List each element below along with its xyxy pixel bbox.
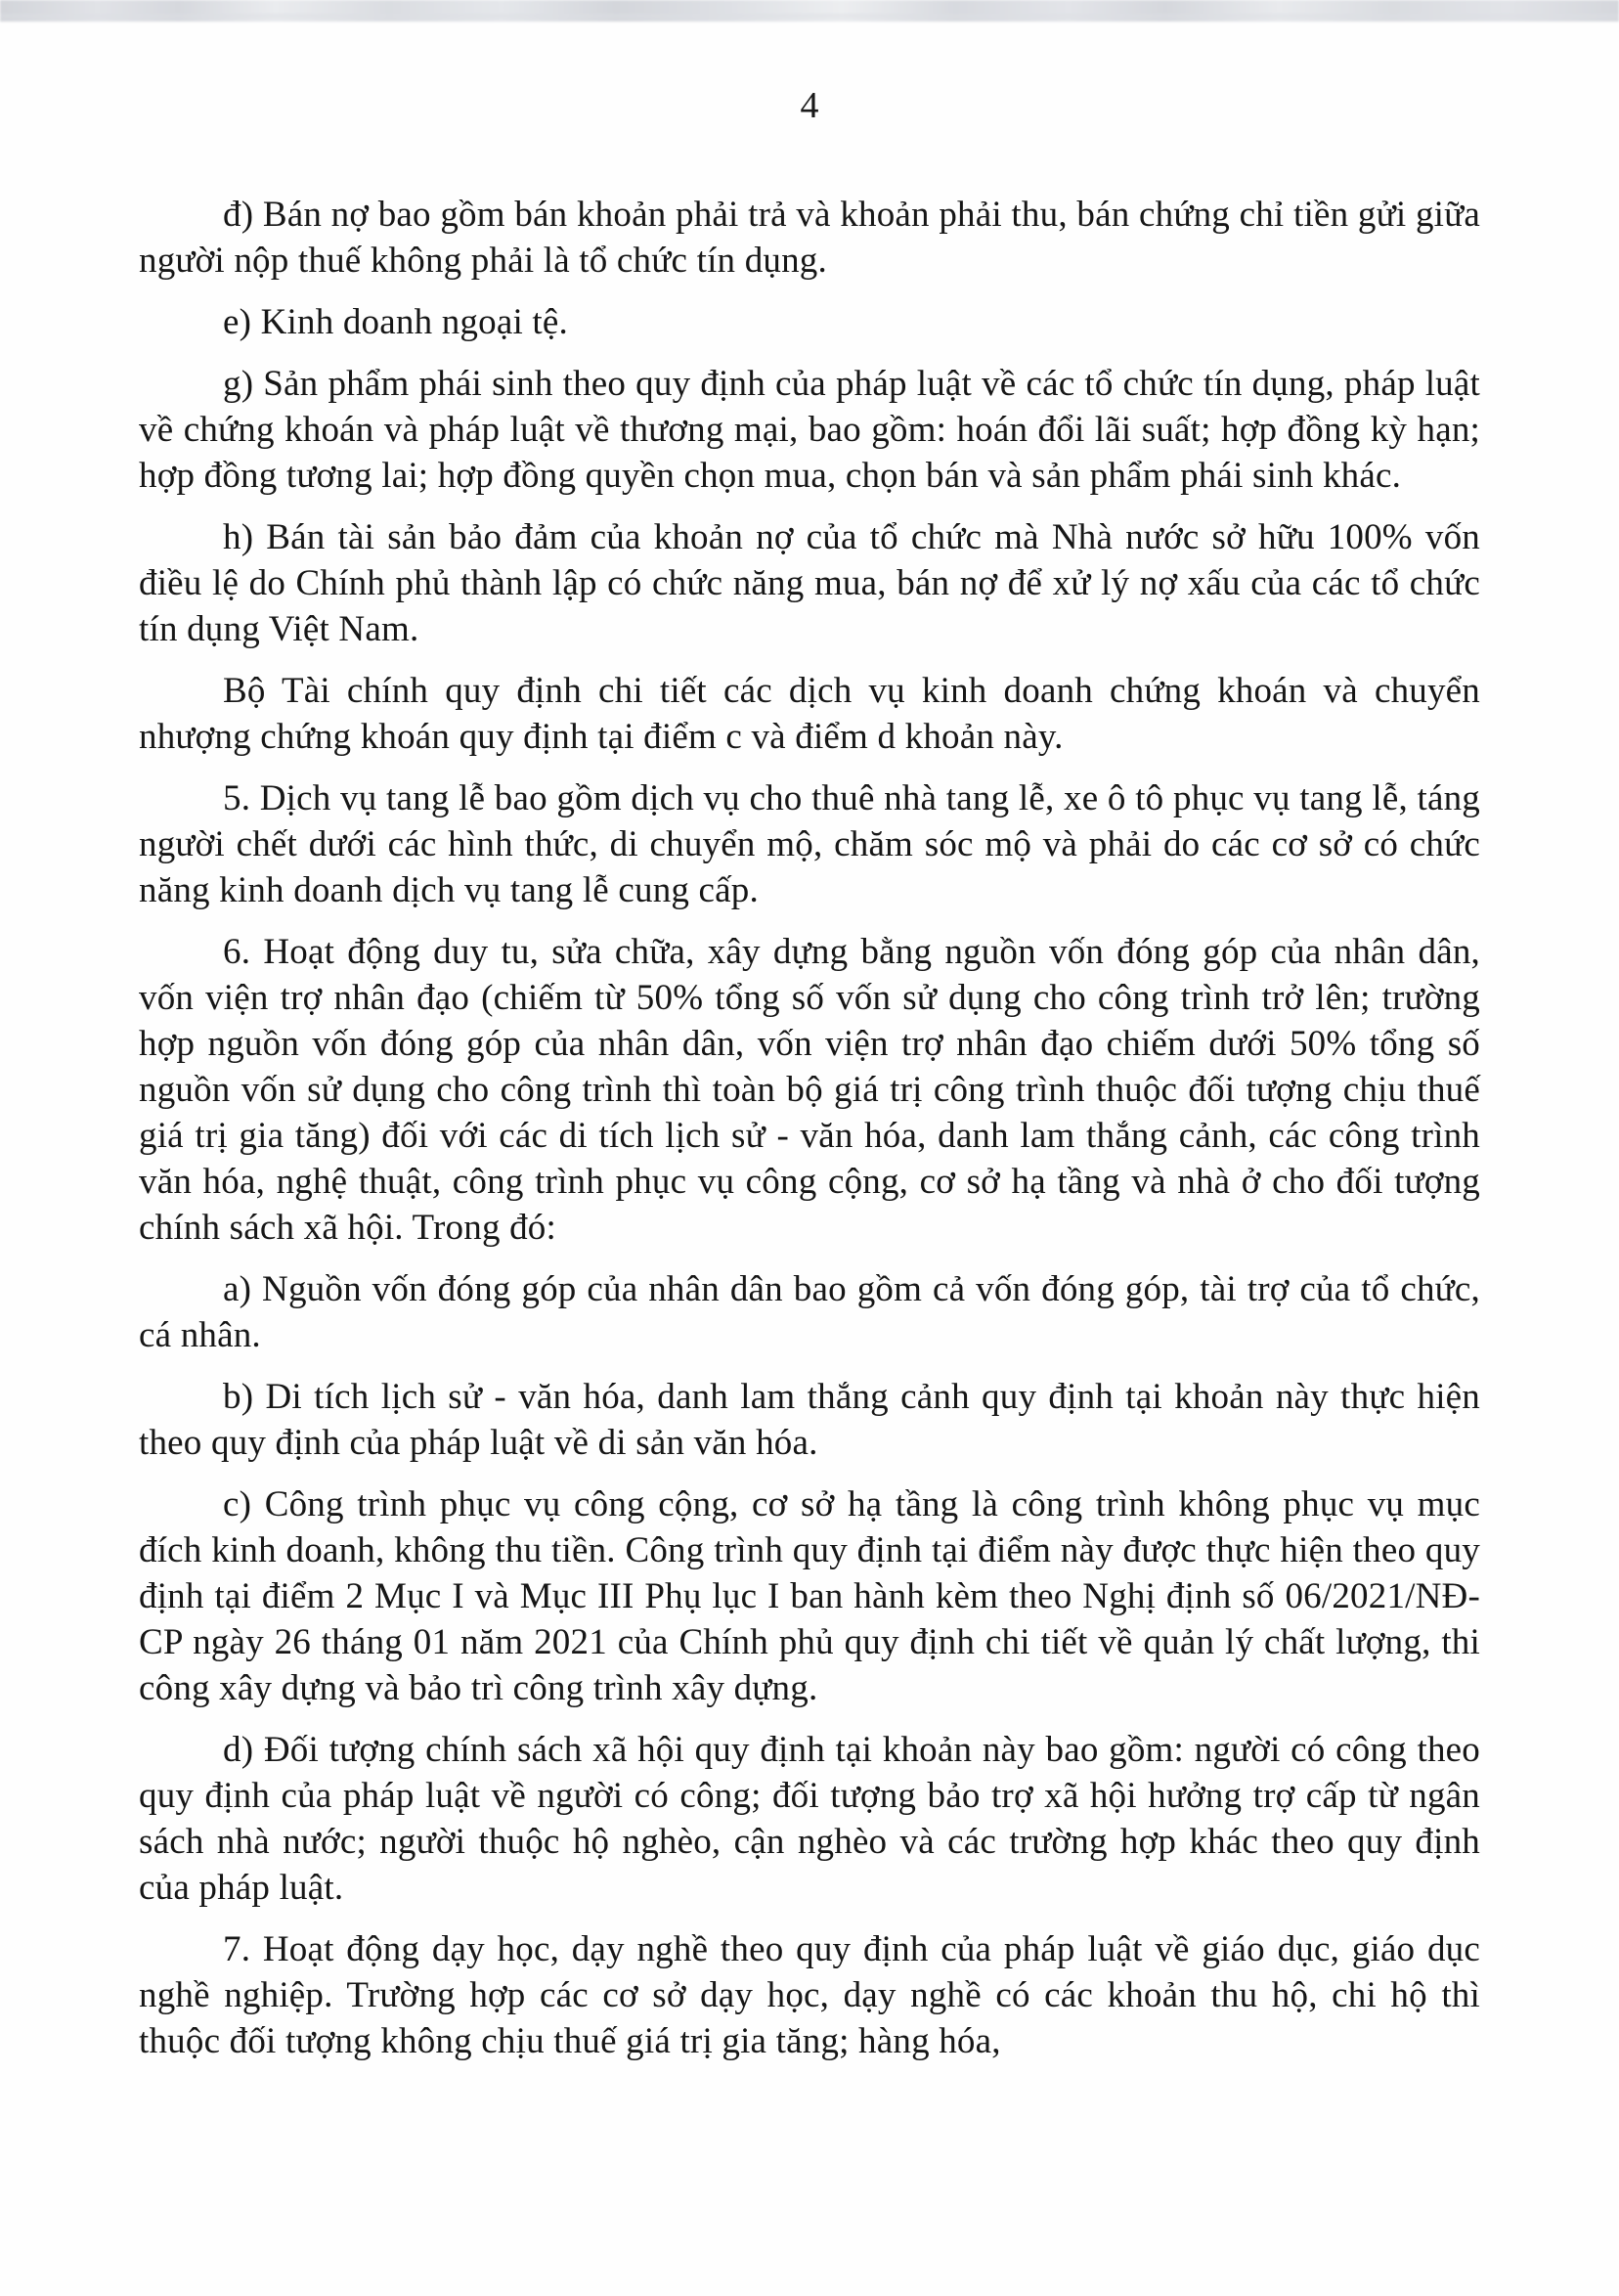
paragraph-mof-note: Bộ Tài chính quy định chi tiết các dịch vụ kinh doanh chứng khoán và chuyển nhượng chứng khoán quy định tại điểm c và điểm d khoản này. xyxy=(139,671,1480,757)
paragraph-clause-6d: d) Đối tượng chính sách xã hội quy định tại khoản này bao gồm: người có công theo quy định của pháp luật về người có công; đối tượng bảo trợ xã hội hưởng trợ cấp từ ngân sách nhà nước; người thuộc hộ nghèo, cận nghèo và các trường hợp khác theo quy định của pháp luật. xyxy=(139,1730,1480,1908)
paragraph-d: đ) Bán nợ bao gồm bán khoản phải trả và khoản phải thu, bán chứng chỉ tiền gửi giữa người nộp thuế không phải là tổ chức tín dụng. xyxy=(139,195,1480,281)
document-body xyxy=(139,192,1480,2080)
paragraph-clause-5: 5. Dịch vụ tang lễ bao gồm dịch vụ cho thuê nhà tang lễ, xe ô tô phục vụ tang lễ, táng người chết dưới các hình thức, di chuyển mộ, chăm sóc mộ và phải do các cơ sở có chức năng kinh doanh dịch vụ tang lễ cung cấp. xyxy=(139,778,1480,910)
paragraph-e: e) Kinh doanh ngoại tệ. xyxy=(223,302,568,342)
paragraph-clause-6: 6. Hoạt động duy tu, sửa chữa, xây dựng bằng nguồn vốn đóng góp của nhân dân, vốn viện trợ nhân đạo (chiếm từ 50% tổng số vốn sử dụng cho công trình trở lên; trường hợp nguồn vốn đóng góp của nhân dân, vốn viện trợ nhân đạo chiếm dưới 50% tổng số nguồn vốn sử dụng cho công trình thì toàn bộ giá trị công trình thuộc đối tượng chịu thuế giá trị gia tăng) đối với các di tích lịch sử - văn hóa, danh lam thắng cảnh, các công trình văn hóa, nghệ thuật, công trình phục vụ công cộng, cơ sở hạ tầng và nhà ở cho đối tượng chính sách xã hội. Trong đó: xyxy=(139,932,1480,1248)
paragraph-h: h) Bán tài sản bảo đảm của khoản nợ của tổ chức mà Nhà nước sở hữu 100% vốn điều lệ do Chính phủ thành lập có chức năng mua, bán nợ để xử lý nợ xấu của các tổ chức tín dụng Việt Nam. xyxy=(139,517,1480,649)
paragraph-clause-6b: b) Di tích lịch sử - văn hóa, danh lam thắng cảnh quy định tại khoản này thực hiện theo quy định của pháp luật về di sản văn hóa. xyxy=(139,1377,1480,1463)
scan-artifact-band xyxy=(0,0,1619,22)
paragraph-clause-6c: c) Công trình phục vụ công cộng, cơ sở hạ tầng là công trình không phục vụ mục đích kinh doanh, không thu tiền. Công trình quy định tại điểm này được thực hiện theo quy định tại điểm 2 Mục I và Mục III Phụ lục I ban hành kèm theo Nghị định số 06/2021/NĐ-CP ngày 26 tháng 01 năm 2021 của Chính phủ quy định chi tiết về quản lý chất lượng, thi công xây dựng và bảo trì công trình xây dựng. xyxy=(139,1484,1480,1708)
paragraph-g: g) Sản phẩm phái sinh theo quy định của pháp luật về các tổ chức tín dụng, pháp luật về chứng khoán và pháp luật về thương mại, bao gồm: hoán đổi lãi suất; hợp đồng kỳ hạn; hợp đồng tương lai; hợp đồng quyền chọn mua, chọn bán và sản phẩm phái sinh khác. xyxy=(139,364,1480,496)
page-number: 4 xyxy=(800,85,819,126)
paragraph-clause-6a: a) Nguồn vốn đóng góp của nhân dân bao gồm cả vốn đóng góp, tài trợ của tổ chức, cá nhân. xyxy=(139,1269,1480,1355)
paragraph-clause-7: 7. Hoạt động dạy học, dạy nghề theo quy định của pháp luật về giáo dục, giáo dục nghề nghiệp. Trường hợp các cơ sở dạy học, dạy nghề có các khoản thu hộ, chi hộ thì thuộc đối tượng không chịu thuế giá trị gia tăng; hàng hóa, xyxy=(139,1929,1480,2061)
